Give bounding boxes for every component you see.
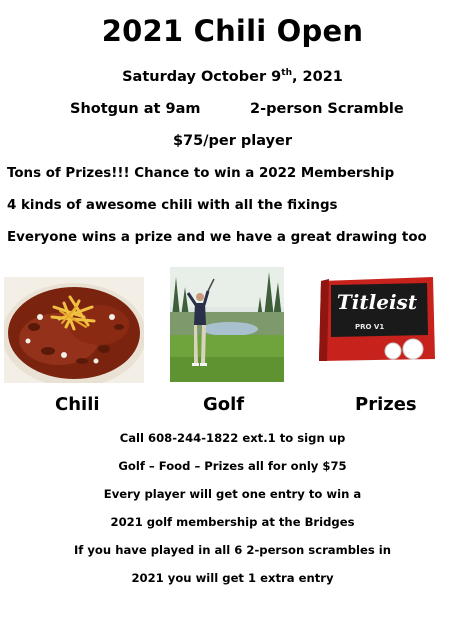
entry-info-line-1: Every player will get one entry to win a [103,487,362,501]
caption-prizes: Prizes [355,394,417,415]
event-date [0,68,465,85]
event-title: 2021 Chili Open [101,14,364,48]
price-summary: Golf – Food – Prizes all for only $75 [118,459,347,473]
chili-image [4,277,144,383]
extra-entry-line-1: If you have played in all 6 2-person scrambles in [73,543,392,557]
signup-phone: Call 608-244-1822 ext.1 to sign up [119,431,346,445]
event-date-ordinal: th [281,68,292,78]
chili-bowl-illustration [4,277,144,383]
event-price: $75/per player [172,133,293,149]
highlight-drawing: Everyone wins a prize and we have a great drawing too [7,230,427,245]
golf-balls-image [315,275,439,363]
highlight-chili: 4 kinds of awesome chili with all the fixings [7,198,338,213]
event-date-day: Saturday October 9 [122,69,282,85]
golf-ball-box-illustration [315,275,439,363]
golf-image [170,267,284,382]
golfer-illustration [170,267,284,382]
caption-chili: Chili [55,394,100,415]
extra-entry-line-2: 2021 you will get 1 extra entry [131,571,334,585]
event-format: 2-person Scramble [250,101,404,117]
event-date-year: , 2021 [291,69,343,85]
ball-model-text: PRO V1 [355,323,385,331]
shotgun-time: Shotgun at 9am [70,101,201,117]
entry-info-line-2: 2021 golf membership at the Bridges [110,515,355,529]
highlight-prizes: Tons of Prizes!!! Chance to win a 2022 Membership [7,166,395,181]
caption-golf: Golf [203,394,245,415]
ball-brand-text: Titleist [336,290,418,314]
